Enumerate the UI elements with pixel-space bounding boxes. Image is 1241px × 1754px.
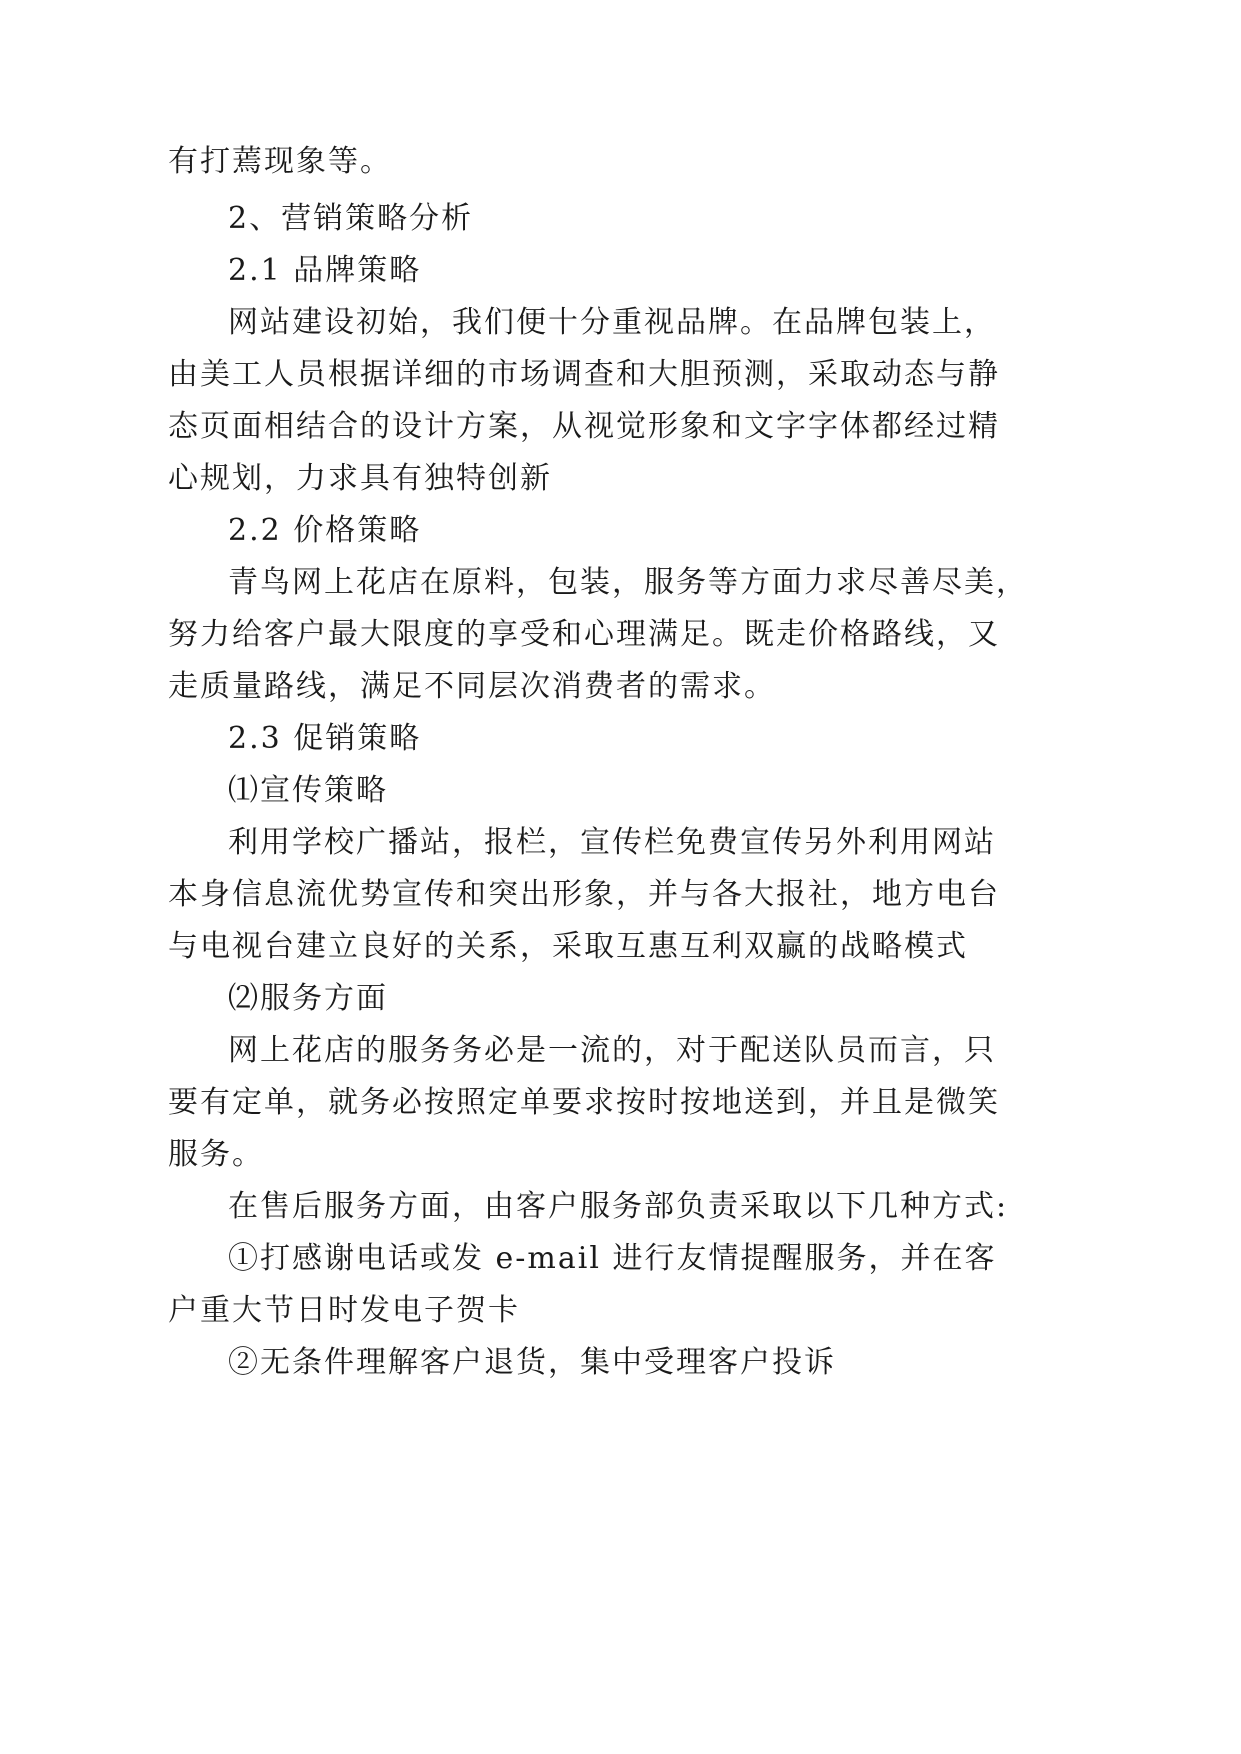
- text-line: 走质量路线，满足不同层次消费者的需求。: [168, 669, 776, 704]
- text-line: 户重大节日时发电子贺卡: [168, 1293, 520, 1328]
- list-item: ②无条件理解客户退货，集中受理客户投诉: [228, 1345, 836, 1380]
- text-line: 态页面相结合的设计方案，从视觉形象和文字字体都经过精: [168, 409, 1000, 444]
- text-line: 网上花店的服务务必是一流的，对于配送队员而言，只: [228, 1033, 996, 1068]
- text-line: 心规划，力求具有独特创新: [168, 461, 552, 496]
- text-line: 网站建设初始，我们便十分重视品牌。在品牌包装上，: [228, 305, 996, 340]
- section-heading: 2、营销策略分析: [228, 201, 474, 236]
- text-line: 青鸟网上花店在原料，包装，服务等方面力求尽善尽美，: [228, 565, 1028, 600]
- subsection-heading: 2.2 价格策略: [228, 513, 422, 548]
- text-line: 在售后服务方面，由客户服务部负责采取以下几种方式:: [228, 1189, 1009, 1224]
- text-line: 由美工人员根据详细的市场调查和大胆预测，采取动态与静: [168, 357, 1000, 392]
- text-line: 要有定单，就务必按照定单要求按时按地送到，并且是微笑: [168, 1085, 1000, 1120]
- text-line: 利用学校广播站，报栏，宣传栏免费宣传另外利用网站: [228, 825, 996, 860]
- subsection-heading: 2.1 品牌策略: [228, 253, 422, 288]
- list-heading: ⑴宣传策略: [228, 773, 388, 808]
- list-heading: ⑵服务方面: [228, 981, 388, 1016]
- subsection-heading: 2.3 促销策略: [228, 721, 422, 756]
- text-line: 有打蔫现象等。: [168, 144, 392, 179]
- list-item: ①打感谢电话或发 e-mail 进行友情提醒服务，并在客: [228, 1241, 997, 1276]
- text-line: 本身信息流优势宣传和突出形象，并与各大报社，地方电台: [168, 877, 1000, 912]
- text-line: 与电视台建立良好的关系，采取互惠互利双赢的战略模式: [168, 929, 968, 964]
- text-line: 服务。: [168, 1137, 264, 1172]
- text-line: 努力给客户最大限度的享受和心理满足。既走价格路线，又: [168, 617, 1000, 652]
